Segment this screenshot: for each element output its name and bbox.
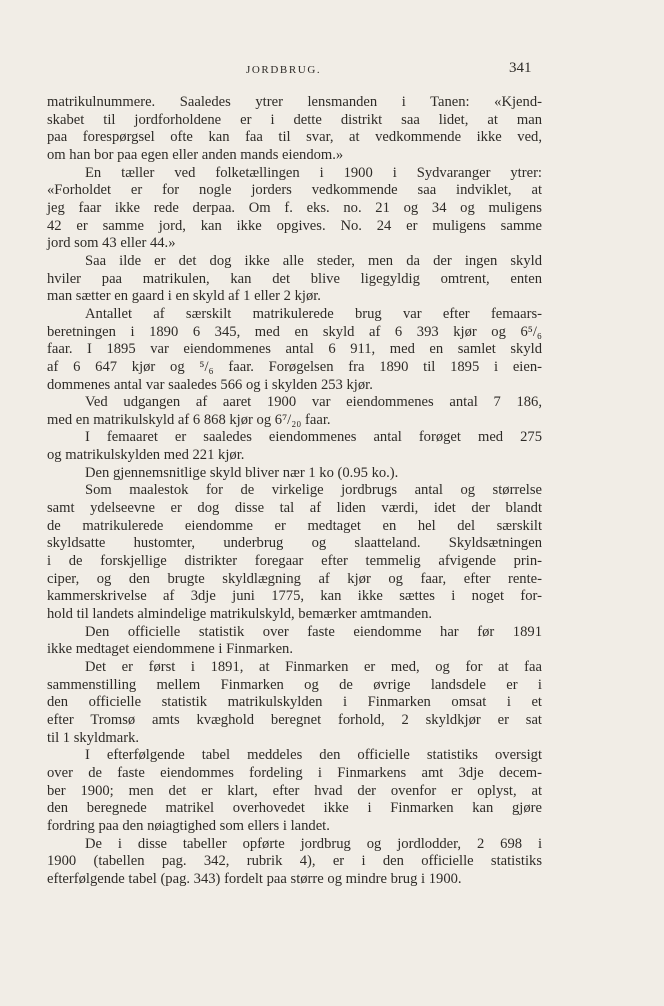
text-line: man sætter en gaard i en skyld af 1 eller 2 kjør. xyxy=(47,288,321,305)
text-line: Saa ilde er det dog ikke alle steder, men da der ingen skyld xyxy=(85,252,542,269)
text-line: med en matrikulskyld af 6 868 kjør og 6⁷/₂₀ faar. xyxy=(47,411,331,428)
text-line: samt ydelseevne er dog disse tal af liden værdi, idet der blandt xyxy=(47,500,542,517)
text-line: ber 1900; men det er klart, efter hvad der ovenfor er oplyst, at xyxy=(47,782,542,799)
text-line: hold til landets almindelige matrikulskyld, bemærker amtmanden. xyxy=(47,606,433,623)
text-line: og matrikulskylden med 221 kjør. xyxy=(47,447,245,464)
text-line: den officielle statistik matrikulskylden i Finmarken omsat i et xyxy=(47,694,542,711)
text-line: faar. I 1895 var eiendommenes antal 6 911, med en samlet skyld xyxy=(47,341,542,358)
text-line: De i disse tabeller opførte jordbrug og jordlodder, 2 698 i xyxy=(85,835,542,852)
text-line: Antallet af særskilt matrikulerede brug var efter femaars- xyxy=(85,305,542,322)
text-line: om han bor paa egen eller anden mands eiendom.» xyxy=(47,146,344,163)
text-line: I femaaret er saaledes eiendommenes antal forøget med 275 xyxy=(85,429,542,446)
text-line: Den gjennemsnitlige skyld bliver nær 1 ko (0.95 ko.). xyxy=(85,464,399,481)
text-line: jord som 43 eller 44.» xyxy=(47,235,176,252)
text-line: til 1 skyldmark. xyxy=(47,729,140,746)
page-number: 341 xyxy=(509,60,532,76)
text-line: efterfølgende tabel (pag. 343) fordelt paa større og mindre brug i 1900. xyxy=(47,870,462,887)
text-line: 42 er samme jord, kan ikke opgives. No. 24 er muligens samme xyxy=(47,217,542,234)
text-line: dommenes antal var saaledes 566 og i skylden 253 kjør. xyxy=(47,376,373,393)
text-line: sammenstilling mellem Finmarken og de øvrige landsdele er i xyxy=(47,676,542,693)
text-line: den beregnede matrikel overhovedet ikke i Finmarken kan gjøre xyxy=(47,800,542,817)
text-line: ikke medtaget eiendommene i Finmarken. xyxy=(47,641,293,658)
text-line: Som maalestok for de virkelige jordbrugs antal og størrelse xyxy=(85,482,542,499)
text-line: ciper, og den brugte skyldlægning af kjør og faar, efter rente- xyxy=(47,570,542,587)
text-line: Den officielle statistik over faste eiendomme har før 1891 xyxy=(85,623,542,640)
text-line: over de faste eiendommes fordeling i Finmarkens amt 3dje decem- xyxy=(47,764,542,781)
text-line: efter Tromsø amts kvæghold beregnet forhold, 2 skyldkjør er sat xyxy=(47,711,542,728)
text-line: jeg faar ikke rede derpaa. Om f. eks. no. 21 og 34 og muligens xyxy=(47,199,542,216)
text-line: i de forskjellige distrikter foregaar efter temmelig afvigende prin- xyxy=(47,553,542,570)
text-line: hviler paa matrikulen, kan det blive ligegyldig omtrent, enten xyxy=(47,270,542,287)
body-text xyxy=(47,94,542,889)
text-line: de matrikulerede eiendomme er medtaget en hel del særskilt xyxy=(47,517,542,534)
text-line: Ved udgangen af aaret 1900 var eiendommenes antal 7 186, xyxy=(85,394,542,411)
text-line: skyldsatte hustomter, underbrug og slaatteland. Skyldsætningen xyxy=(47,535,542,552)
text-line: En tæller ved folketællingen i 1900 i Sydvaranger ytrer: xyxy=(85,164,542,181)
text-line: kammerskrivelse af 3dje juni 1775, kan ikke sættes i noget for- xyxy=(47,588,542,605)
text-line: I efterfølgende tabel meddeles den officielle statistiks oversigt xyxy=(85,747,542,764)
text-line: «Forholdet er for nogle jorders vedkommende saa indviklet, at xyxy=(47,182,542,199)
text-line: Det er først i 1891, at Finmarken er med, og for at faa xyxy=(85,659,542,675)
text-line: beretningen i 1890 6 345, med en skyld af 6 393 kjør og 6⁵/₆ xyxy=(47,323,542,340)
text-line: af 6 647 kjør og ⁵/₆ faar. Forøgelsen fra 1890 til 1895 i eien- xyxy=(47,358,542,375)
running-head: JORDBRUG. xyxy=(246,64,322,76)
text-line: fordring paa den nøiagtighed som ellers i landet. xyxy=(47,817,330,834)
text-line: 1900 (tabellen pag. 342, rubrik 4), er i den officielle statistiks xyxy=(47,853,542,870)
text-line: skabet til jordforholdene er i dette distrikt saa lidet, at man xyxy=(47,111,542,128)
text-line: paa forespørgsel ofte kan faa til svar, at vedkommende ikke ved, xyxy=(47,129,542,146)
text-line: matrikulnummere. Saaledes ytrer lensmanden i Tanen: «Kjend- xyxy=(47,94,542,110)
